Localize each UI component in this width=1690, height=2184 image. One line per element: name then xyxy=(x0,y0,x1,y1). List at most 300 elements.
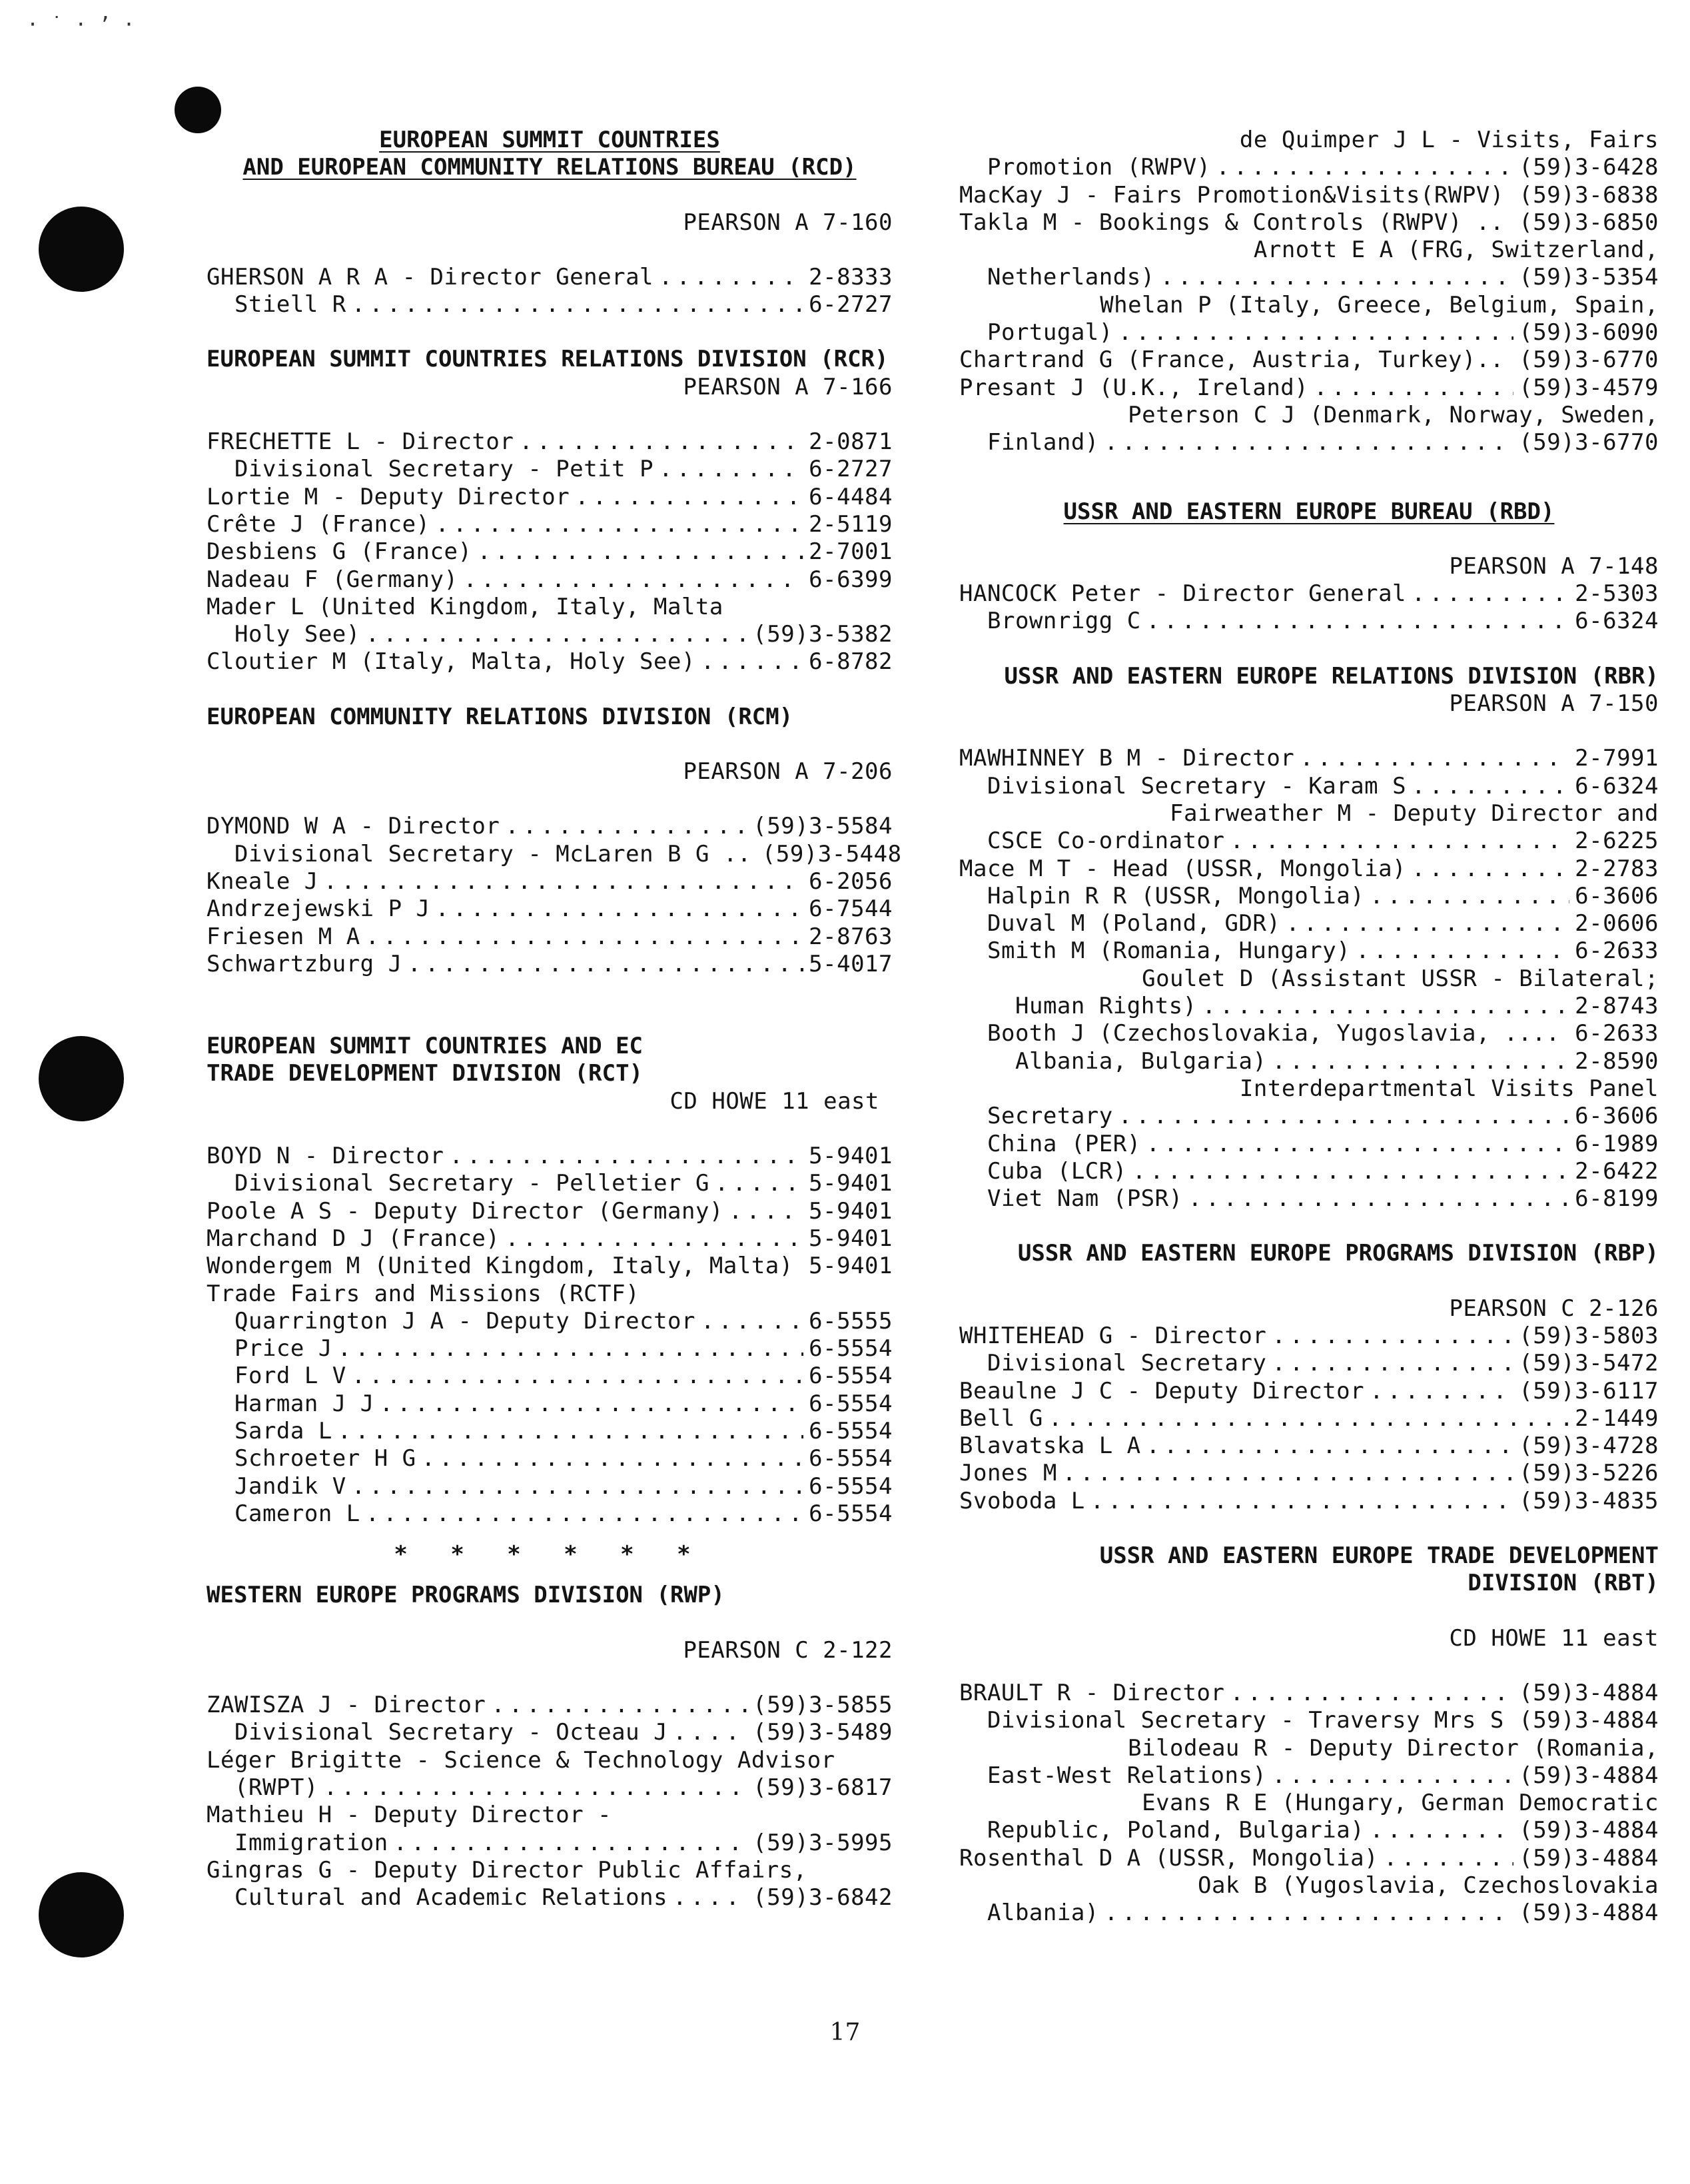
entry-name: Schwartzburg J xyxy=(207,950,402,977)
entry-name: Schroeter H G xyxy=(234,1445,416,1472)
entry-name: Holy See) xyxy=(234,621,360,648)
directory-entry xyxy=(207,923,893,951)
directory-entry xyxy=(207,1418,893,1445)
entry-name: Ford L V xyxy=(234,1363,346,1390)
entry-name: Brownrigg C xyxy=(987,608,1141,635)
phone-extension: 6-3606 xyxy=(1575,882,1659,909)
entry-name: Smith M (Romania, Hungary) xyxy=(987,937,1351,965)
directory-entry xyxy=(959,1158,1659,1185)
entry-name: Svoboda L xyxy=(959,1487,1085,1514)
leader-dots xyxy=(1230,1680,1513,1707)
entry-name: Divisional Secretary - Pelletier G xyxy=(234,1170,709,1197)
spacer xyxy=(207,676,893,704)
phone-extension: 6-2727 xyxy=(809,291,893,318)
phone-extension: 5-4017 xyxy=(809,950,893,977)
entry-name: Blavatska L A xyxy=(959,1432,1141,1460)
entry-name: Chartrand G (France, Austria, Turkey).. xyxy=(959,346,1504,374)
spacer xyxy=(959,1268,1659,1295)
phone-extension: 6-6399 xyxy=(809,566,893,593)
directory-entry xyxy=(959,910,1659,937)
leader-dots xyxy=(324,1774,747,1802)
office-location: PEARSON C 2-126 xyxy=(1449,1295,1659,1322)
leader-dots xyxy=(1216,154,1514,181)
phone-extension: 6-2727 xyxy=(809,456,893,483)
entry-name: Marchand D J (France) xyxy=(207,1225,500,1252)
entry-name: BRAULT R - Director xyxy=(959,1679,1225,1706)
entry-name: Divisional Secretary - Traversy Mrs S xyxy=(987,1707,1504,1734)
directory-entry xyxy=(207,1308,893,1335)
entry-name: FRECHETTE L - Director xyxy=(207,428,514,456)
phone-extension: 2-8763 xyxy=(809,923,893,950)
leader-dots xyxy=(575,484,803,511)
entry-name: Sarda L xyxy=(234,1417,332,1444)
entry-text: Gingras G - Deputy Director Public Affairs, xyxy=(207,1856,807,1884)
entry-name: Price J xyxy=(234,1335,332,1363)
phone-extension: 6-8199 xyxy=(1575,1185,1659,1213)
entry-name: (RWPT) xyxy=(234,1774,318,1801)
directory-entry xyxy=(207,1774,893,1802)
directory-entry xyxy=(959,374,1659,402)
phone-extension: 2-1449 xyxy=(1575,1404,1659,1432)
phone-extension: (59)3-4884 xyxy=(1519,1707,1659,1734)
entry-name: Andrzejewski P J xyxy=(207,895,430,923)
entry-text: Bilodeau R - Deputy Director (Romania, xyxy=(1128,1734,1659,1762)
phone-extension: (59)3-4579 xyxy=(1519,374,1659,401)
directory-entry xyxy=(959,429,1659,456)
directory-entry xyxy=(207,813,893,840)
entry-name: Finland) xyxy=(987,429,1099,456)
directory-entry xyxy=(207,1692,893,1719)
phone-extension: (59)3-4884 xyxy=(1519,1844,1659,1872)
leader-dots xyxy=(673,1719,747,1746)
entry-name: Promotion (RWPV) xyxy=(987,154,1211,181)
punch-hole-3 xyxy=(39,1872,124,1957)
phone-extension: 6-4484 xyxy=(809,483,893,510)
entry-name: Divisional Secretary - Octeau J xyxy=(234,1719,668,1746)
leader-dots xyxy=(1412,773,1569,800)
directory-entry xyxy=(959,1131,1659,1158)
spacer xyxy=(959,1598,1659,1625)
directory-entry xyxy=(207,428,893,456)
phone-extension: 2-2783 xyxy=(1575,855,1659,882)
phone-extension: 6-5555 xyxy=(809,1307,893,1335)
entry-name: Rosenthal D A (USSR, Mongolia) xyxy=(959,1844,1379,1872)
phone-extension: 2-8590 xyxy=(1575,1047,1659,1075)
entry-text: Oak B (Yugoslavia, Czechoslovakia xyxy=(1197,1872,1659,1900)
section-heading-text: EUROPEAN COMMUNITY RELATIONS DIVISION (RCM) xyxy=(207,703,793,730)
entry-name: DYMOND W A - Director xyxy=(207,813,500,840)
left-column xyxy=(207,127,902,1911)
leader-dots xyxy=(338,1418,803,1445)
directory-entry xyxy=(959,1707,1659,1734)
entry-name: Halpin R R (USSR, Mongolia) xyxy=(987,882,1365,909)
entry-name: Human Rights) xyxy=(1015,993,1197,1020)
directory-entry xyxy=(207,566,893,594)
phone-extension: (59)3-6117 xyxy=(1519,1377,1659,1404)
entry-name: Nadeau F (Germany) xyxy=(207,566,458,593)
phone-extension: (59)3-4728 xyxy=(1519,1432,1659,1460)
leader-dots xyxy=(1090,1488,1514,1515)
entry-name: Viet Nam (PSR) xyxy=(987,1185,1183,1213)
entry-name: Divisional Secretary - Petit P xyxy=(234,456,654,483)
phone-extension: (59)3-6770 xyxy=(1519,346,1659,374)
directory-entry xyxy=(959,745,1659,772)
directory-entry xyxy=(959,1103,1659,1130)
phone-extension: (59)3-6770 xyxy=(1519,429,1659,456)
leader-dots xyxy=(1272,1350,1513,1377)
page-number: 17 xyxy=(829,2019,861,2046)
entry-name: Wondergem M (United Kingdom, Italy, Malta) xyxy=(207,1253,793,1280)
office-location: CD HOWE 11 east xyxy=(1449,1624,1659,1652)
leader-dots xyxy=(1356,937,1569,965)
leader-dots xyxy=(1049,1405,1569,1432)
office-location: CD HOWE 11 east xyxy=(669,1087,879,1115)
directory-entry xyxy=(959,1845,1659,1872)
entry-name: Secretary xyxy=(987,1103,1113,1130)
office-location: PEARSON C 2-122 xyxy=(683,1636,893,1664)
phone-extension: (59)3-6428 xyxy=(1519,154,1659,181)
entry-name: Netherlands) xyxy=(987,264,1155,291)
directory-entry xyxy=(959,1405,1659,1432)
leader-dots xyxy=(1412,580,1569,608)
section-heading xyxy=(207,346,893,373)
phone-extension: 5-9401 xyxy=(809,1170,893,1197)
phone-extension: (59)3-5803 xyxy=(1519,1322,1659,1349)
entry-text: Mader L (United Kingdom, Italy, Malta xyxy=(207,593,723,620)
leader-dots xyxy=(1272,1762,1513,1790)
spacer xyxy=(207,182,893,209)
directory-entry xyxy=(207,538,893,566)
entry-name: Quarrington J A - Deputy Director xyxy=(234,1307,696,1335)
leader-dots xyxy=(1314,374,1513,402)
directory-entry xyxy=(207,264,893,291)
section-heading xyxy=(207,1582,893,1609)
office-location: PEARSON A 7-148 xyxy=(1449,552,1659,580)
entry-name: East-West Relations) xyxy=(987,1762,1267,1789)
phone-extension: (59)3-5354 xyxy=(1519,264,1659,291)
spacer xyxy=(207,731,893,758)
directory-entry xyxy=(959,1680,1659,1707)
leader-dots xyxy=(715,1170,803,1197)
directory-entry xyxy=(207,1198,893,1225)
phone-extension: (59)3-5448 xyxy=(761,840,902,867)
phone-extension: 2-0871 xyxy=(809,428,893,456)
leader-dots xyxy=(1412,855,1569,883)
phone-extension: 2-7991 xyxy=(1575,745,1659,772)
section-heading xyxy=(207,1033,893,1060)
section-heading-text: USSR AND EASTERN EUROPE PROGRAMS DIVISION (RBP) xyxy=(1017,1240,1659,1267)
directory-entry xyxy=(959,154,1659,181)
leader-dots xyxy=(338,1335,803,1363)
directory-entry xyxy=(207,1390,893,1418)
spacer xyxy=(207,1528,893,1541)
section-heading xyxy=(207,127,893,154)
phone-extension: 5-9401 xyxy=(809,1225,893,1252)
section-heading xyxy=(959,1542,1659,1570)
spacer xyxy=(959,636,1659,663)
directory-entry xyxy=(207,648,893,676)
leader-dots xyxy=(1370,1378,1513,1405)
section-heading-text: USSR AND EASTERN EUROPE RELATIONS DIVISION (RBR) xyxy=(1004,662,1659,690)
leader-dots xyxy=(701,648,803,676)
directory-entry xyxy=(959,1762,1659,1790)
directory-entry xyxy=(207,456,893,483)
phone-extension: 6-2056 xyxy=(809,867,893,895)
phone-extension: 2-5119 xyxy=(809,510,893,538)
phone-extension: (59)3-5226 xyxy=(1519,1460,1659,1487)
leader-dots xyxy=(505,813,747,840)
leader-dots xyxy=(1370,1817,1513,1844)
directory-entry xyxy=(207,1719,893,1746)
directory-entry xyxy=(959,1048,1659,1075)
directory-entry xyxy=(959,1900,1659,1927)
phone-extension: 5-9401 xyxy=(809,1253,893,1280)
leader-dots xyxy=(1118,1103,1569,1130)
directory-entry xyxy=(207,1445,893,1472)
entry-text: Goulet D (Assistant USSR - Bilateral; xyxy=(1142,965,1659,992)
entry-name: Republic, Poland, Bulgaria) xyxy=(987,1817,1365,1844)
leader-dots xyxy=(366,621,748,648)
leader-dots xyxy=(1384,1845,1513,1872)
directory-entry xyxy=(959,1350,1659,1377)
entry-name: Booth J (Czechoslovakia, Yugoslavia, .... xyxy=(987,1020,1560,1047)
leader-dots xyxy=(352,1363,803,1390)
entry-text: Interdepartmental Visits Panel xyxy=(1239,1075,1659,1102)
leader-dots xyxy=(366,1500,803,1528)
leader-dots xyxy=(659,456,803,483)
directory-entry xyxy=(959,993,1659,1020)
section-heading-text: EUROPEAN SUMMIT COUNTRIES AND EC xyxy=(207,1033,643,1060)
directory-entry xyxy=(959,1378,1659,1405)
leader-dots xyxy=(324,868,803,895)
phone-extension: 6-5554 xyxy=(809,1472,893,1500)
entry-name: Cuba (LCR) xyxy=(987,1157,1127,1185)
phone-extension: 6-5554 xyxy=(809,1335,893,1363)
phone-extension: (59)3-5995 xyxy=(753,1829,893,1856)
directory-entry xyxy=(959,209,1659,237)
directory-entry xyxy=(207,621,893,648)
phone-extension: (59)3-4884 xyxy=(1519,1762,1659,1789)
entry-name: Desbiens G (France) xyxy=(207,538,472,566)
phone-extension: 2-8333 xyxy=(809,263,893,290)
entry-name: Takla M - Bookings & Controls (RWPV) .. xyxy=(959,209,1504,236)
leader-dots xyxy=(1146,1131,1570,1158)
punch-hole-2 xyxy=(39,1036,124,1121)
phone-extension: 2-7001 xyxy=(809,538,893,566)
entry-name: MacKay J - Fairs Promotion&Visits(RWPV) xyxy=(959,181,1504,209)
leader-dots xyxy=(366,923,804,951)
spacer xyxy=(959,1213,1659,1240)
leader-dots xyxy=(380,1390,803,1418)
spacer xyxy=(207,1115,893,1143)
phone-extension: (59)3-4884 xyxy=(1519,1817,1659,1844)
directory-entry xyxy=(207,1884,893,1911)
phone-extension: 2-6422 xyxy=(1575,1157,1659,1185)
office-location: PEARSON A 7-160 xyxy=(683,209,893,236)
entry-name: Presant J (U.K., Ireland) xyxy=(959,374,1309,401)
directory-entry xyxy=(207,1500,893,1528)
leader-dots xyxy=(450,1143,804,1170)
section-heading-text: EUROPEAN SUMMIT COUNTRIES RELATIONS DIVISION (RCR) xyxy=(207,346,889,373)
spacer xyxy=(207,401,893,428)
entry-name: Stiell R xyxy=(234,291,346,318)
entry-name: Beaulne J C - Deputy Director xyxy=(959,1377,1365,1404)
directory-entry xyxy=(959,773,1659,800)
section-heading-text: AND EUROPEAN COMMUNITY RELATIONS BUREAU (RCD) xyxy=(242,154,857,181)
entry-name: Crête J (France) xyxy=(207,510,430,538)
spacer xyxy=(959,526,1659,553)
phone-extension: (59)3-5489 xyxy=(753,1719,893,1746)
section-heading-text: USSR AND EASTERN EUROPE TRADE DEVELOPMENT xyxy=(1099,1542,1659,1570)
entry-name: Immigration xyxy=(234,1829,388,1856)
spacer xyxy=(959,457,1659,498)
section-heading xyxy=(959,663,1659,690)
phone-extension: (59)3-6838 xyxy=(1519,181,1659,209)
directory-entry xyxy=(207,1830,893,1857)
entry-name: Mace M T - Head (USSR, Mongolia) xyxy=(959,855,1407,882)
directory-entry xyxy=(959,580,1659,608)
phone-extension: 6-2633 xyxy=(1575,937,1659,965)
entry-name: Jones M xyxy=(959,1460,1057,1487)
entry-name: Friesen M A xyxy=(207,923,360,950)
entry-name: Bell G xyxy=(959,1404,1043,1432)
leader-dots xyxy=(352,291,803,318)
office-location: PEARSON A 7-150 xyxy=(1449,690,1659,718)
leader-dots xyxy=(422,1445,804,1472)
phone-extension: (59)3-5855 xyxy=(753,1692,893,1719)
phone-extension: (59)3-4835 xyxy=(1519,1487,1659,1514)
section-heading xyxy=(207,154,893,181)
leader-dots xyxy=(1272,1323,1513,1350)
entry-name: Jandik V xyxy=(234,1472,346,1500)
phone-extension: 2-0606 xyxy=(1575,910,1659,937)
directory-entry xyxy=(959,608,1659,635)
phone-extension: 6-2633 xyxy=(1575,1020,1659,1047)
leader-dots xyxy=(519,428,803,456)
entry-name: Poole A S - Deputy Director (Germany) xyxy=(207,1197,723,1225)
office-location: PEARSON A 7-206 xyxy=(683,758,893,786)
directory-entry xyxy=(207,291,893,318)
leader-dots xyxy=(505,1225,803,1253)
directory-entry xyxy=(959,346,1659,374)
spacer xyxy=(207,786,893,813)
directory-entry xyxy=(207,1253,893,1280)
directory-entry xyxy=(959,855,1659,883)
spacer xyxy=(959,1652,1659,1680)
section-heading-text: WESTERN EUROPE PROGRAMS DIVISION (RWP) xyxy=(207,1582,725,1609)
directory-entry xyxy=(959,319,1659,346)
punch-hole-1 xyxy=(39,207,124,292)
leader-dots xyxy=(1104,1900,1514,1927)
entry-text: Peterson C J (Denmark, Norway, Sweden, xyxy=(1128,401,1659,428)
directory-entry xyxy=(207,1170,893,1197)
directory-entry xyxy=(959,883,1659,910)
directory-entry xyxy=(959,937,1659,965)
directory-entry xyxy=(207,1335,893,1363)
spacer xyxy=(959,718,1659,745)
phone-extension: 6-7544 xyxy=(809,895,893,923)
entry-name: Kneale J xyxy=(207,867,318,895)
directory-entry xyxy=(959,1460,1659,1487)
office-location: PEARSON A 7-166 xyxy=(683,373,893,400)
directory-entry xyxy=(959,1185,1659,1213)
leader-dots xyxy=(673,1884,747,1911)
leader-dots xyxy=(1160,264,1514,291)
entry-name: Duval M (Poland, GDR) xyxy=(987,910,1281,937)
entry-name: Cloutier M (Italy, Malta, Holy See) xyxy=(207,648,695,676)
leader-dots xyxy=(408,951,804,978)
phone-extension: 6-5554 xyxy=(809,1500,893,1527)
phone-extension: (59)3-4884 xyxy=(1519,1679,1659,1706)
phone-extension: (59)3-5382 xyxy=(753,621,893,648)
scan-specks: · ˙ · ’ · xyxy=(27,13,135,37)
entry-name: Divisional Secretary xyxy=(987,1350,1267,1377)
directory-entry xyxy=(959,1323,1659,1350)
phone-extension: (59)3-4884 xyxy=(1519,1900,1659,1927)
entry-text: Whelan P (Italy, Greece, Belgium, Spain, xyxy=(1100,291,1659,318)
leader-dots xyxy=(1202,993,1570,1020)
phone-extension: 6-5554 xyxy=(809,1363,893,1390)
directory-entry xyxy=(207,951,893,978)
phone-extension: (59)3-6850 xyxy=(1519,209,1659,236)
section-heading-text: USSR AND EASTERN EUROPE BUREAU (RBD) xyxy=(1063,498,1555,525)
entry-name: MAWHINNEY B M - Director xyxy=(959,745,1295,772)
phone-extension: 2-6225 xyxy=(1575,827,1659,855)
spacer xyxy=(207,318,893,346)
entry-name: ZAWISZA J - Director xyxy=(207,1692,486,1719)
leader-dots xyxy=(1118,319,1514,346)
directory-entry xyxy=(959,182,1659,209)
phone-extension: 6-3606 xyxy=(1575,1103,1659,1130)
directory-entry xyxy=(207,895,893,923)
directory-entry xyxy=(207,868,893,895)
section-heading-text: TRADE DEVELOPMENT DIVISION (RCT) xyxy=(207,1060,643,1087)
phone-extension: 5-9401 xyxy=(809,1197,893,1225)
leader-dots xyxy=(1272,1048,1569,1075)
entry-name: BOYD N - Director xyxy=(207,1143,444,1170)
directory-entry xyxy=(959,827,1659,855)
leader-dots xyxy=(352,1473,803,1500)
phone-extension: 6-6324 xyxy=(1575,772,1659,800)
directory-entry xyxy=(207,1225,893,1253)
directory-entry xyxy=(959,1488,1659,1515)
directory-entry xyxy=(207,1363,893,1390)
entry-name: CSCE Co-ordinator xyxy=(987,827,1225,855)
entry-text: Mathieu H - Deputy Director - xyxy=(207,1802,612,1829)
leader-dots xyxy=(701,1308,803,1335)
directory-entry xyxy=(959,1020,1659,1047)
leader-dots xyxy=(1146,608,1570,635)
entry-name: Divisional Secretary - Karam S xyxy=(987,772,1407,800)
entry-text: Trade Fairs and Missions (RCTF) xyxy=(207,1280,640,1307)
entry-name: Portugal) xyxy=(987,319,1113,346)
phone-extension: 5-9401 xyxy=(809,1143,893,1170)
phone-extension: 6-1989 xyxy=(1575,1130,1659,1157)
leader-dots xyxy=(436,895,804,923)
phone-extension: 6-6324 xyxy=(1575,608,1659,635)
phone-extension: (59)3-6090 xyxy=(1519,319,1659,346)
entry-name: China (PER) xyxy=(987,1130,1141,1157)
leader-dots xyxy=(436,511,804,538)
spacer xyxy=(207,1664,893,1692)
phone-extension: 2-5303 xyxy=(1575,580,1659,608)
entry-name: GHERSON A R A - Director General xyxy=(207,263,654,290)
entry-text: Evans R E (Hungary, German Democratic xyxy=(1142,1790,1659,1817)
section-heading xyxy=(207,704,893,731)
leader-dots xyxy=(1300,745,1569,772)
spacer xyxy=(207,1610,893,1637)
leader-dots xyxy=(1286,910,1569,937)
